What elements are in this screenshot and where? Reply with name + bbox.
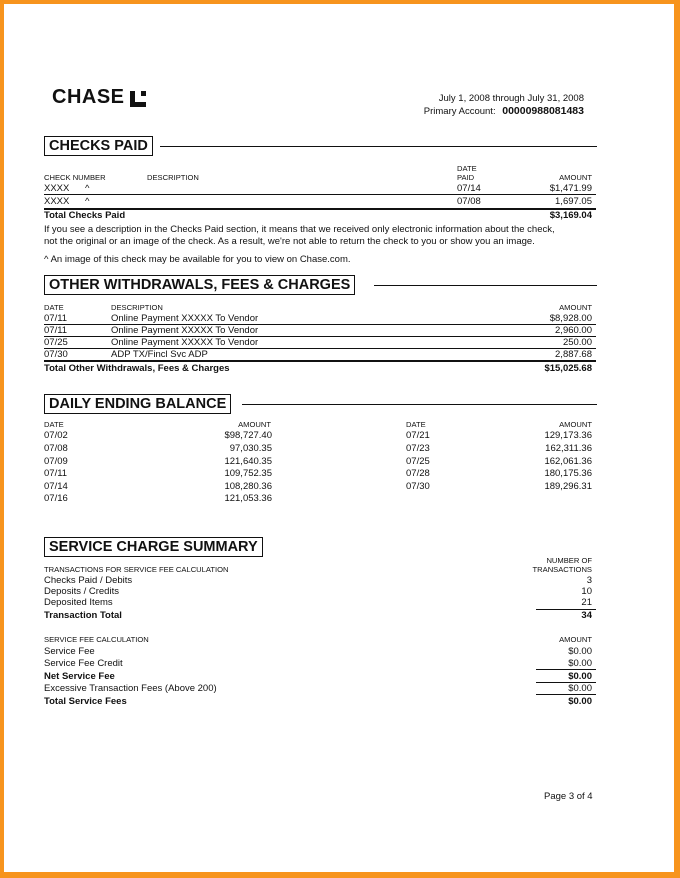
check-number: XXXX [44,196,70,207]
table-row [44,183,592,194]
amount: 162,311.36 [545,443,592,454]
statement-period: July 1, 2008 through July 31, 2008 [438,93,584,104]
value: $0.00 [568,671,592,682]
col-number-of-transactions [533,556,593,574]
date: 07/14 [44,481,68,492]
label: Net Service Fee [44,671,115,682]
amount: 250.00 [562,337,592,348]
col-amount: AMOUNT [559,173,592,182]
value: $0.00 [568,683,592,694]
label: Excessive Transaction Fees (Above 200) [44,683,217,694]
date: 07/11 [44,468,68,479]
value: 3 [586,575,592,586]
fee-row [44,671,592,682]
withdrawals-title: OTHER WITHDRAWALS, FEES & CHARGES [44,275,355,295]
balance-row [406,430,592,441]
date: 07/21 [406,430,430,441]
table-row [44,313,592,324]
col-check-number: CHECK NUMBER [44,173,106,182]
amount: 1,697.05 [555,196,592,207]
octagon-logo-icon [130,90,146,106]
date-paid: 07/14 [457,183,481,194]
total-row [44,210,592,221]
balance-row [44,493,272,504]
transaction-row [44,597,592,608]
amount: 180,175.36 [544,468,592,479]
amount: 108,280.36 [224,481,272,492]
label: Deposits / Credits [44,586,119,597]
balance-row [406,481,592,492]
amount: 121,053.36 [224,493,272,504]
date: 07/30 [44,349,68,360]
balance-row [406,443,592,454]
description: Online Payment XXXXX To Vendor [111,325,259,336]
balance-row [44,443,272,454]
amount: 121,640.35 [224,456,272,467]
date: 07/23 [406,443,430,454]
date: 07/28 [406,468,430,479]
description: Online Payment XXXXX To Vendor [111,337,259,348]
balance-row [44,430,272,441]
col-line1: NUMBER OF [546,556,592,565]
total-value: $3,169.04 [549,210,592,221]
transactions-heading: TRANSACTIONS FOR SERVICE FEE CALCULATION [44,565,229,574]
daily-balance-title: DAILY ENDING BALANCE [44,394,231,414]
fee-row [44,683,592,694]
label: Service Fee [44,646,95,657]
label: Service Fee Credit [44,658,123,669]
amount: $98,727.40 [224,430,272,441]
amount: 97,030.35 [229,443,272,454]
statement-header [424,92,584,118]
col-amount: AMOUNT [238,420,271,429]
date: 07/25 [406,456,430,467]
col-date-line1: DATE [457,164,477,173]
date: 07/08 [44,443,68,454]
balance-row [44,456,272,467]
transaction-row [44,575,592,586]
note-line: ^ An image of this check may be available for you to view on Chase.com. [44,254,351,265]
date: 07/25 [44,337,68,348]
chase-logo [52,86,146,109]
section-divider [242,404,597,405]
fee-row [44,696,592,707]
label: Checks Paid / Debits [44,575,133,586]
date: 07/09 [44,456,68,467]
col-description: DESCRIPTION [111,303,163,312]
fee-row [44,658,592,669]
check-number: XXXX [44,183,70,194]
service-charge-title: SERVICE CHARGE SUMMARY [44,537,263,557]
total-label: Total Other Withdrawals, Fees & Charges [44,363,230,374]
amount: 2,960.00 [555,325,592,336]
total-row [44,363,592,374]
checks-note [44,224,604,266]
subtotal-divider [536,669,596,670]
col-date: DATE [44,420,64,429]
col-date-paid [457,164,477,182]
value: 21 [581,597,592,608]
section-divider [374,285,597,286]
date: 07/16 [44,493,68,504]
fee-heading: SERVICE FEE CALCULATION [44,635,149,644]
transaction-row [44,586,592,597]
col-amount: AMOUNT [559,635,592,644]
image-available-mark: ^ [85,196,90,207]
date: 07/02 [44,430,68,441]
description: ADP TX/Fincl Svc ADP [111,349,208,360]
value: 34 [581,610,592,621]
checks-paid-title: CHECKS PAID [44,136,153,156]
table-row [44,337,592,348]
page-number: Page 3 of 4 [544,791,593,802]
subtotal-divider [536,694,596,695]
amount: 109,752.35 [224,468,272,479]
col-date-line2: PAID [457,173,475,182]
description: Online Payment XXXXX To Vendor [111,313,259,324]
value: $0.00 [568,646,592,657]
date: 07/11 [44,313,68,324]
label: Transaction Total [44,610,122,621]
primary-account [424,105,584,118]
image-available-mark: ^ [85,183,90,194]
amount: 162,061.36 [544,456,592,467]
value: $0.00 [568,696,592,707]
amount: 2,887.68 [555,349,592,360]
label: Total Service Fees [44,696,127,707]
balance-row [406,468,592,479]
col-date: DATE [44,303,64,312]
total-divider [44,360,596,362]
account-number: 00000988081483 [502,105,584,117]
transaction-total-row [44,610,592,621]
statement-page [4,4,674,872]
col-description: DESCRIPTION [147,173,199,182]
col-line2: TRANSACTIONS [532,565,592,574]
table-row [44,325,592,336]
amount: 189,296.31 [544,481,592,492]
amount: $1,471.99 [549,183,592,194]
note-line: If you see a description in the Checks Paid section, it means that we received only electronic information about the check, [44,224,555,235]
value: $0.00 [568,658,592,669]
fee-row [44,646,592,657]
balance-row [44,468,272,479]
row-divider [44,194,596,195]
amount: 129,173.36 [544,430,592,441]
amount: $8,928.00 [549,313,592,324]
section-divider [160,146,597,147]
col-amount: AMOUNT [559,420,592,429]
balance-row [44,481,272,492]
value: 10 [581,586,592,597]
balance-row [406,456,592,467]
logo-text: CHASE [52,86,125,108]
date: 07/11 [44,325,68,336]
date: 07/30 [406,481,430,492]
table-row [44,196,592,207]
table-row [44,349,592,360]
col-amount: AMOUNT [559,303,592,312]
col-date: DATE [406,420,426,429]
total-value: $15,025.68 [544,363,592,374]
note-line: not the original or an image of the check. As a result, we're not able to return the check to you or show you an image. [44,236,535,247]
total-label: Total Checks Paid [44,210,126,221]
date-paid: 07/08 [457,196,481,207]
account-label: Primary Account: [423,106,496,117]
label: Deposited Items [44,597,113,608]
